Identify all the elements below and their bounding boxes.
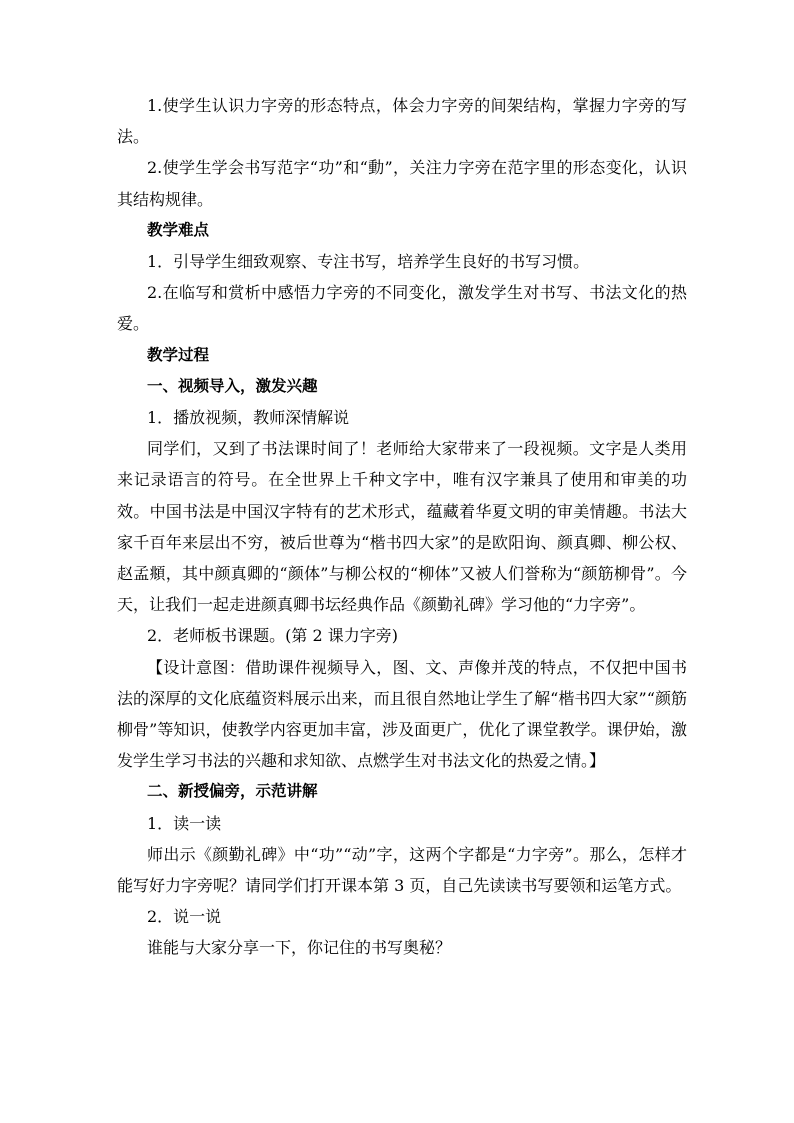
difficulty-2: 2.在临写和赏析中感悟力字旁的不同变化，激发学生对书写、书法文化的热爱。 (117, 283, 687, 334)
design-note: 【设计意图：借助课件视频导入，图、文、声像并茂的特点，不仅把中国书法的深厚的文化底蕴资料展示出来，而且很自然地让学生了解“楷书四大家”“颜筋柳骨”等知识，使教学内容更加丰富，涉及面更广，优化了课堂教学。课伊始，激发学生学习书法的兴趣和求知欲、点燃学生对书法文化的热爱之情。】 (117, 657, 687, 771)
document-page (117, 90, 687, 964)
section2-step2-body: 谁能与大家分享一下，你记住的书写奥秘？ (147, 938, 452, 958)
section1-heading: 一、视频导入，激发兴趣 (147, 376, 318, 395)
section2-step1-body: 师出示《颜勤礼碑》中“功”“动”字，这两个字都是“力字旁”。那么，怎样才能写好力字旁呢？请同学们打开课本第 3 页，自己先读读书写要领和运笔方式。 (117, 844, 687, 896)
section2-heading: 二、新授偏旁，示范讲解 (147, 782, 318, 801)
section1-step1-title: 1．播放视频，教师深情解说 (147, 408, 350, 428)
difficulty-1: 1．引导学生细致观察、专注书写，培养学生良好的书写习惯。 (147, 252, 590, 272)
section1-step1-body: 同学们，又到了书法课时间了！老师给大家带来了一段视频。文字是人类用来记录语言的符号。在全世界上千种文字中，唯有汉字兼具了使用和审美的功效。中国书法是中国汉字特有的艺术形式，蕴藏着华夏文明的审美情趣。书法大家千百年来层出不穷，被后世尊为“楷书四大家”的是欧阳询、颜真卿、柳公权、赵孟頫，其中颜真卿的“颜体”与柳公权的“柳体”又被人们誉称为“颜筋柳骨”。今天，让我们一起走进颜真卿书坛经典作品《颜勤礼碑》学习他的“力字旁”。 (117, 439, 687, 615)
objective-1: 1.使学生认识力字旁的形态特点，体会力字旁的间架结构，掌握力字旁的写法。 (117, 96, 687, 147)
process-heading: 教学过程 (147, 345, 210, 364)
section2-step1-title: 1．读一读 (147, 813, 222, 833)
section1-step2-title: 2．老师板书课题。(第 2 课力字旁) (147, 626, 399, 646)
section2-step2-title: 2．说一说 (147, 907, 222, 927)
objective-2: 2.使学生学会书写范字“功”和“動”，关注力字旁在范字里的形态变化，认识其结构规律。 (117, 158, 687, 209)
difficulties-heading: 教学难点 (147, 220, 210, 239)
